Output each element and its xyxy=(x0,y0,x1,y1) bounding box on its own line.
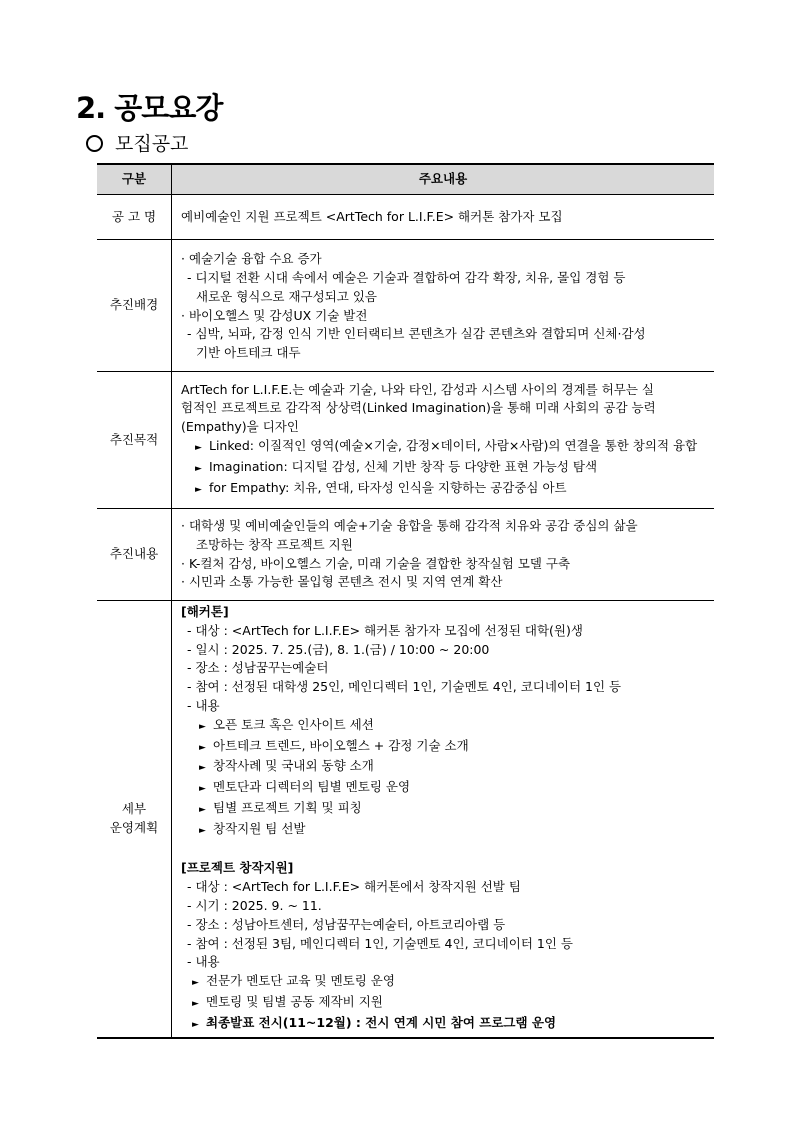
triangle-right-icon: ► xyxy=(192,998,199,1009)
content-line: · 대학생 및 예비예술인들의 예술+기술 융합을 통해 감각적 치유와 공감 중심의 삶을 xyxy=(181,517,638,533)
triangle-right-icon: ► xyxy=(199,804,206,815)
project-heading: [프로젝트 창작지원] xyxy=(181,860,294,876)
purpose-bullet-text: Linked: 이질적인 영역(예술×기술, 감정×데이터, 사람×사람)의 연결을 통한 창의적 융합 xyxy=(209,438,698,453)
table-row xyxy=(97,372,714,509)
purpose-bullet xyxy=(181,458,714,479)
hackathon-item: - 대상 : <ArtTech for L.I.F.E> 해커톤 참가자 모집에 선정된 대학(원)생 xyxy=(187,622,583,638)
purpose-bullet-text: Imagination: 디지털 감성, 신체 기반 창작 등 다양한 표현 가능성 탐색 xyxy=(209,458,598,474)
project-content-text: 전문가 멘토단 교육 및 멘토링 운영 xyxy=(206,973,395,989)
project-final-text: 최종발표 전시(11~12월) : 전시 연계 시민 참여 프로그램 운영 xyxy=(206,1014,557,1030)
circle-bullet-icon xyxy=(86,135,103,152)
triangle-right-icon: ► xyxy=(192,1019,199,1030)
hackathon-heading: [해커톤] xyxy=(181,604,229,619)
purpose-intro: 험적인 프로젝트로 감각적 상상력(Linked Imagination)을 통해 미래 사회의 공감 능력 xyxy=(181,400,656,416)
hackathon-item: - 장소 : 성남꿈꾸는예술터 xyxy=(187,660,329,676)
row-text-name: 예비예술인 지원 프로젝트 <ArtTech for L.I.F.E> 해커톤 참가자 모집 xyxy=(181,208,563,224)
project-content-text: 멘토링 및 팀별 공동 제작비 지원 xyxy=(206,993,383,1009)
row-label-background: 추진배경 xyxy=(97,240,172,372)
header-col-content: 주요내용 xyxy=(172,164,715,195)
section-title: 2. 공모요강 xyxy=(76,91,223,125)
row-label-content: 추진내용 xyxy=(97,509,172,601)
background-line: - 디지털 전환 시대 속에서 예술은 기술과 결합하여 감각 확장, 치유, 몰입 경험 등 xyxy=(187,269,626,285)
purpose-bullet xyxy=(181,437,714,458)
background-line: · 예술기술 융합 수요 증가 xyxy=(181,251,322,267)
project-item: - 참여 : 선정된 3팀, 메인디렉터 1인, 기술멘토 4인, 코디네이터 1인 등 xyxy=(187,935,573,951)
hackathon-content xyxy=(181,716,714,737)
project-content xyxy=(181,993,714,1014)
hackathon-item: - 참여 : 선정된 대학생 25인, 메인디렉터 1인, 기술멘토 4인, 코디네이터 1인 등 xyxy=(187,679,622,695)
purpose-intro: (Empathy)을 디자인 xyxy=(181,419,299,435)
header-col-category: 구분 xyxy=(97,164,172,195)
background-line: 기반 아트테크 대두 xyxy=(196,345,301,361)
table-row xyxy=(97,509,714,601)
hackathon-content-text: 팀별 프로젝트 기획 및 피칭 xyxy=(213,799,362,815)
row-label-plan xyxy=(97,601,172,1038)
row-content-plan xyxy=(172,601,715,1038)
row-content-purpose xyxy=(172,372,715,509)
triangle-right-icon: ► xyxy=(199,742,206,753)
row-label-name: 공 고 명 xyxy=(97,195,172,240)
purpose-bullet-text: for Empathy: 치유, 연대, 타자성 인식을 지향하는 공감중심 아트 xyxy=(209,479,567,495)
table-header-row xyxy=(97,164,714,195)
triangle-right-icon: ► xyxy=(195,443,202,453)
triangle-right-icon: ► xyxy=(195,463,202,474)
hackathon-item: - 일시 : 2025. 7. 25.(금), 8. 1.(금) / 10:00 ~ 20:00 xyxy=(187,641,490,657)
project-content xyxy=(181,972,714,993)
triangle-right-icon: ► xyxy=(199,721,206,732)
table-row xyxy=(97,601,714,1038)
hackathon-content-text: 멘토단과 디렉터의 팀별 멘토링 운영 xyxy=(213,779,411,795)
row-label-purpose: 추진목적 xyxy=(97,372,172,509)
purpose-bullet xyxy=(181,479,714,500)
hackathon-content xyxy=(181,778,714,799)
triangle-right-icon: ► xyxy=(195,484,202,495)
content-line: · 시민과 소통 가능한 몰입형 콘텐츠 전시 및 지역 연계 확산 xyxy=(181,574,503,590)
hackathon-item: - 내용 xyxy=(187,697,220,713)
hackathon-content xyxy=(181,799,714,820)
background-line: - 심박, 뇌파, 감정 인식 기반 인터랙티브 콘텐츠가 실감 콘텐츠와 결합되며 신체·감성 xyxy=(187,326,646,342)
triangle-right-icon: ► xyxy=(192,978,199,989)
table-row xyxy=(97,195,714,240)
row-content-content xyxy=(172,509,715,601)
hackathon-content xyxy=(181,757,714,778)
announcement-table xyxy=(97,163,714,1039)
hackathon-content-text: 오픈 토크 혹은 인사이트 세션 xyxy=(213,716,374,732)
hackathon-content-text: 창작지원 팀 선발 xyxy=(213,820,306,836)
triangle-right-icon: ► xyxy=(199,784,206,795)
sub-title xyxy=(86,129,188,156)
plan-label-line: 세부 xyxy=(121,800,147,816)
hackathon-content xyxy=(181,820,714,841)
content-line: 조망하는 창작 프로젝트 지원 xyxy=(196,536,353,552)
background-line: 새로운 형식으로 재구성되고 있음 xyxy=(196,288,377,304)
project-item: - 대상 : <ArtTech for L.I.F.E> 해커톤에서 창작지원 선발 팀 xyxy=(187,879,521,895)
hackathon-content-text: 창작사례 및 국내외 동향 소개 xyxy=(213,758,374,774)
project-item: - 장소 : 성남아트센터, 성남꿈꾸는예술터, 아트코리아랩 등 xyxy=(187,916,506,932)
table-row xyxy=(97,240,714,372)
project-item: - 시기 : 2025. 9. ~ 11. xyxy=(187,897,322,913)
triangle-right-icon: ► xyxy=(199,825,206,836)
background-line: · 바이오헬스 및 감성UX 기술 발전 xyxy=(181,307,368,323)
project-item: - 내용 xyxy=(187,954,220,970)
sub-title-text: 모집공고 xyxy=(115,133,189,155)
plan-label-line: 운영계획 xyxy=(109,819,159,835)
spacer xyxy=(181,841,714,860)
purpose-intro: ArtTech for L.I.F.E.는 예술과 기술, 나와 타인, 감성과 시스템 사이의 경계를 허무는 실 xyxy=(181,381,654,397)
hackathon-content-text: 아트테크 트렌드, 바이오헬스 + 감정 기술 소개 xyxy=(213,737,469,753)
row-content-background xyxy=(172,240,715,372)
content-line: · K-컬처 감성, 바이오헬스 기술, 미래 기술을 결합한 창작실험 모델 구축 xyxy=(181,555,571,571)
hackathon-content xyxy=(181,737,714,758)
project-final xyxy=(181,1014,714,1035)
triangle-right-icon: ► xyxy=(199,763,206,774)
